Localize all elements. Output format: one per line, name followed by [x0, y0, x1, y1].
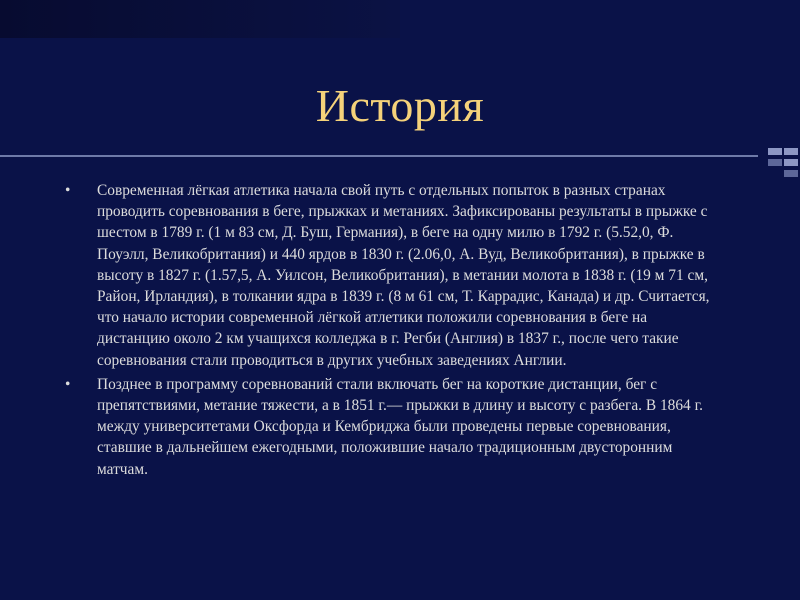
accent-square	[784, 148, 798, 155]
bullet-text: Современная лёгкая атлетика начала свой путь с отдельных попыток в разных странах проводить соревнования в беге, прыжках и метаниях. Зафиксированы результаты в прыжке с шестом в 1789 г. (1 м 83 см, Д. Буш, Германия), в беге на одну милю в 1792 г. (5.52,0, Ф. Поуэлл, Великобритания) и 440 ярдов в 1830 г. (2.06,0, А. Вуд, Великобритания), в прыжке в высоту в 1827 г. (1.57,5, А. Уилсон, Великобритания), в метании молота в 1838 г. (19 м 71 см, Район, Ирландия), в толкании ядра в 1839 г. (8 м 61 см, Т. Каррадис, Канада) и др. Считается, что начало истории современной лёгкой атлетики положили соревнования в беге на дистанцию около 2 км учащихся колледжа в г. Регби (Англия) в 1837 г., после чего такие соревнования стали проводиться в других учебных заведениях Англии.	[97, 182, 710, 369]
accent-square	[768, 148, 782, 155]
accent-squares-icon	[764, 146, 800, 178]
bullet-item	[60, 180, 720, 371]
title-divider	[0, 155, 758, 157]
bullet-marker: •	[65, 182, 71, 199]
bullet-item	[60, 374, 720, 480]
bullet-list	[60, 180, 720, 483]
accent-square	[768, 159, 782, 166]
bullet-text: Позднее в программу соревнований стали включать бег на короткие дистанции, бег с препятствиями, метание тяжести, а в 1851 г.— прыжки в длину и высоту с разбега. В 1864 г. между университетами Оксфорда и Кембриджа были проведены первые соревнования, ставшие в дальнейшем ежегодными, положившие начало традиционным двусторонним матчам.	[97, 375, 704, 478]
slide-title: История	[315, 80, 485, 131]
bullet-marker: •	[65, 375, 71, 393]
accent-square	[784, 159, 798, 166]
corner-decoration-gradient	[0, 0, 400, 38]
corner-decoration	[0, 0, 400, 38]
accent-square	[784, 170, 798, 177]
